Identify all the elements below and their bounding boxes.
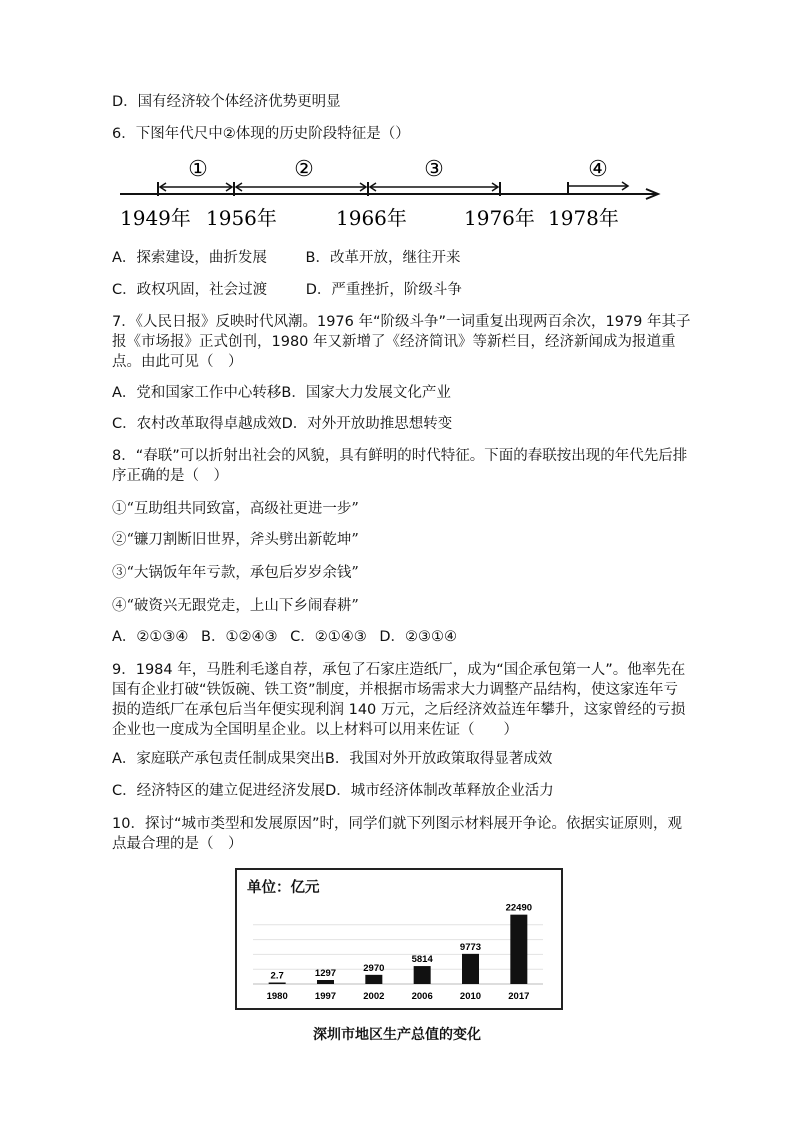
gdp-chart [235, 868, 563, 1010]
q10-stem: 10．探讨“城市类型和发展原因”时，同学们就下列图示材料展开争论。依据实证原则，观点最合理的是（ ） [112, 816, 682, 852]
q6-option-c: C．政权巩固，社会过渡 [112, 282, 268, 298]
q9-options-ab: A．家庭联产承包责任制成果突出B．我国对外开放政策取得显著成效 [112, 751, 553, 767]
q8-item-3: ③“大锅饭年年亏款，承包后岁岁余钱” [112, 565, 359, 581]
q6-timeline [118, 150, 663, 232]
bar-2006 [414, 966, 431, 984]
x-tick-2017: 2017 [508, 991, 530, 1002]
data-label-2017: 22490 [505, 902, 533, 914]
q8-option-c: C．②①④③ [290, 629, 367, 645]
data-label-2006: 5814 [411, 954, 433, 966]
year-1949: 1949年 [120, 206, 191, 230]
bar-2002 [365, 975, 382, 984]
span-label-1: ① [188, 157, 208, 182]
q8-item-4: ④“破资兴无跟党走，上山下乡闹春耕” [112, 598, 359, 614]
q6-options-ab [112, 248, 460, 268]
gdp-chart-plot [237, 870, 561, 1008]
q6-stem: 6．下图年代尺中②体现的历史阶段特征是（） [112, 126, 410, 142]
x-tick-1980: 1980 [266, 991, 288, 1002]
bar-1980 [269, 983, 286, 985]
year-1978: 1978年 [548, 206, 619, 230]
q9-options-cd: C．经济特区的建立促进经济发展D．城市经济体制改革释放企业活力 [112, 783, 554, 799]
q8-option-d: D．②③①④ [379, 629, 457, 645]
bar-2017 [510, 915, 527, 984]
x-tick-1997: 1997 [314, 991, 337, 1002]
q8-option-a: A．②①③④ [112, 629, 189, 645]
timeline-figure [118, 150, 663, 232]
q8-stem: 8．“春联”可以折射出社会的风貌，具有鲜明的时代特征。下面的春联按出现的年代先后排序正确的是（ ） [112, 448, 688, 484]
q7-stem: 7．《人民日报》反映时代风潮。1976 年“阶级斗争”一词重复出现两百余次，1979 年其子报《市场报》正式创刊，1980 年又新增了《经济简讯》等新栏目，经济新闻成为报道重点。由此可见（ ） [112, 314, 691, 370]
q9-stem: 9．1984 年，马胜利毛遂自荐，承包了石家庄造纸厂，成为“国企承包第一人”。他率先在国有企业打破“铁饭碗、铁工资”制度，并根据市场需求大力调整产品结构，使这家连年亏损的造纸厂在承包后当年便实现利润 140 万元，之后经济效益连年攀升，这家曾经的亏损企业也一度成为全国明星企业。以上材料可以用来佐证（ ） [112, 662, 686, 738]
bar-1997 [317, 980, 334, 984]
q5-option-d: D．国有经济较个体经济优势更明显 [112, 94, 341, 110]
chart-caption: 深圳市地区生产总值的变化 [313, 1027, 481, 1043]
data-label-1997: 1297 [314, 968, 337, 980]
q8-option-b: B．①②④③ [201, 629, 278, 645]
data-label-2002: 2970 [363, 962, 385, 974]
q7-options-ab: A．党和国家工作中心转移B．国家大力发展文化产业 [112, 385, 451, 401]
q6-option-b: B．改革开放，继往开来 [305, 250, 461, 266]
q6-option-a: A．探索建设，曲折发展 [112, 250, 267, 266]
year-1976: 1976年 [464, 206, 535, 230]
span-label-2: ② [294, 157, 314, 182]
x-tick-2002: 2002 [363, 991, 385, 1002]
chart-unit-label: 单位：亿元 [247, 879, 320, 896]
data-label-1980: 2.7 [270, 970, 284, 982]
q6-options-cd [112, 280, 462, 300]
data-label-2010: 9773 [459, 941, 482, 953]
x-tick-2010: 2010 [459, 991, 482, 1002]
bar-2010 [462, 954, 479, 984]
q7-options-cd: C．农村改革取得卓越成效D．对外开放助推思想转变 [112, 416, 453, 432]
span-label-4: ④ [588, 157, 608, 182]
year-1966: 1966年 [336, 206, 407, 230]
q8-options [112, 627, 457, 647]
q8-item-1: ①“互助组共同致富，高级社更进一步” [112, 501, 359, 517]
span-label-3: ③ [424, 157, 444, 182]
x-tick-2006: 2006 [411, 991, 433, 1002]
year-1956: 1956年 [206, 206, 277, 230]
q8-item-2: ②“镰刀割断旧世界，斧头劈出新乾坤” [112, 532, 359, 548]
q6-option-d: D．严重挫折，阶级斗争 [305, 282, 462, 298]
